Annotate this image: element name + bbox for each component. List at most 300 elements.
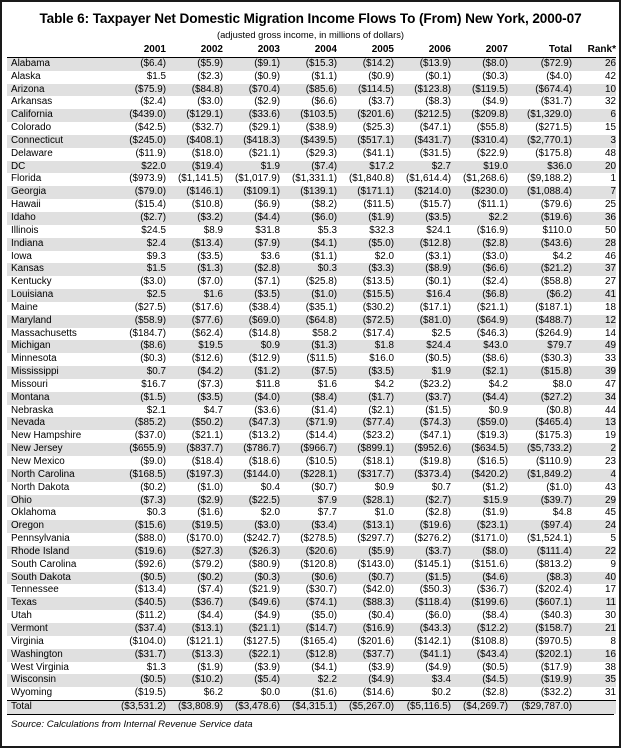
cell-year-value: ($171.0)	[471, 533, 508, 545]
cell-rank: 37	[572, 263, 616, 276]
cell-state-name: Mississippi	[7, 366, 109, 379]
cell-rank: 45	[605, 507, 616, 519]
cell-total: ($40.3)	[540, 610, 572, 622]
table-row	[7, 96, 616, 109]
cell-year-value: ($10.5)	[305, 456, 337, 467]
cell-year-value: ($0.2)	[140, 481, 166, 493]
column-header-2005: 2005	[337, 44, 394, 57]
cell-year-value: ($17.4)	[362, 327, 394, 339]
table-row	[7, 135, 616, 148]
cell-rank: 4	[572, 469, 616, 482]
table-row	[7, 417, 616, 430]
cell-year-value: ($62.4)	[191, 327, 223, 339]
table-row	[7, 71, 616, 84]
cell-state-name: Hawaii	[11, 199, 41, 211]
cell-total: ($202.4)	[535, 584, 572, 596]
cell-year-value: ($12.8)	[394, 238, 451, 251]
cell-year-value: ($37.7)	[337, 649, 394, 662]
cell-rank: 46	[605, 250, 616, 262]
cell-year-value: ($418.3)	[223, 135, 280, 148]
cell-total: $36.0	[508, 161, 572, 174]
cell-year-value: ($64.8)	[280, 315, 337, 328]
cell-year-value: ($42.0)	[362, 584, 394, 596]
cell-state-name: Wyoming	[11, 687, 53, 699]
cell-year-value: $0.2	[431, 687, 451, 699]
cell-total: ($187.1)	[535, 301, 572, 313]
cell-year-value: ($103.5)	[280, 109, 337, 122]
cell-total: ($30.3)	[540, 353, 572, 365]
cell-year-value: ($19.5)	[134, 687, 166, 699]
cell-year-value: ($16.5)	[476, 456, 508, 467]
cell-year-value: ($23.1)	[451, 520, 508, 533]
cell-rank: 17	[605, 584, 616, 596]
cell-year-value: ($12.8)	[280, 649, 337, 662]
cell-total-value: ($4,269.7)	[451, 701, 508, 714]
cell-state-name: Idaho	[7, 212, 109, 225]
cell-year-value: ($14.7)	[280, 623, 337, 636]
cell-year-value: ($2.4)	[482, 276, 508, 288]
cell-year-value: ($18.6)	[248, 456, 280, 467]
cell-year-value: ($3.6)	[254, 404, 280, 416]
cell-year-value: ($0.7)	[311, 481, 337, 493]
cell-total: ($97.4)	[508, 520, 572, 533]
cell-year-value: ($973.9)	[129, 173, 166, 185]
cell-year-value: $1.5	[109, 263, 166, 276]
cell-year-value: ($22.5)	[223, 495, 280, 508]
cell-total: ($27.2)	[508, 392, 572, 405]
cell-year-value: ($1.3)	[280, 340, 337, 353]
cell-year-value: ($26.3)	[223, 546, 280, 559]
cell-year-value: ($74.1)	[280, 597, 337, 610]
cell-year-value: ($13.1)	[337, 520, 394, 533]
cell-year-value: ($36.7)	[476, 584, 508, 596]
cell-year-value: ($7.4)	[280, 161, 337, 174]
cell-year-value: ($64.9)	[451, 315, 508, 328]
cell-year-value: ($3.5)	[337, 366, 394, 379]
cell-year-value: ($123.8)	[394, 84, 451, 97]
cell-year-value: ($5.0)	[337, 238, 394, 251]
cell-year-value: $17.2	[337, 161, 394, 174]
cell-year-value: ($2.7)	[109, 212, 166, 225]
table-row	[7, 148, 616, 161]
cell-year-value: ($14.2)	[337, 57, 394, 70]
cell-year-value: ($212.5)	[394, 109, 451, 122]
cell-year-value: ($2.1)	[368, 404, 394, 416]
cell-year-value: ($46.3)	[476, 327, 508, 339]
cell-state-name: Illinois	[11, 224, 39, 236]
cell-year-value: ($13.3)	[166, 649, 223, 662]
cell-year-value: $4.7	[203, 404, 223, 416]
cell-year-value: ($104.0)	[129, 635, 166, 647]
cell-total-value: ($29,787.0)	[508, 701, 572, 714]
cell-year-value: ($3.1)	[425, 250, 451, 262]
cell-year-value: ($11.5)	[363, 199, 394, 211]
column-header-2004: 2004	[280, 44, 337, 57]
cell-total: ($6.2)	[508, 289, 572, 302]
cell-year-value: ($88.0)	[134, 533, 166, 545]
cell-year-value: ($36.7)	[166, 597, 223, 610]
column-header-total: Total	[508, 44, 572, 57]
cell-year-value: ($10.8)	[191, 199, 223, 211]
cell-total: ($488.7)	[508, 315, 572, 328]
cell-year-value: ($7.4)	[197, 584, 223, 596]
cell-state-name: Georgia	[7, 186, 109, 199]
cell-total: ($79.6)	[540, 199, 572, 211]
cell-rank: 7	[572, 186, 616, 199]
cell-year-value: ($3.3)	[337, 263, 394, 276]
cell-state-name: DC	[7, 161, 109, 174]
cell-total: ($1,329.0)	[508, 109, 572, 122]
cell-year-value: $19.5	[166, 340, 223, 353]
cell-year-value: ($47.1)	[419, 122, 451, 134]
cell-year-value: ($4.9)	[254, 610, 280, 622]
table-row	[7, 315, 616, 328]
cell-year-value: ($13.5)	[362, 276, 394, 288]
cell-year-value: ($31.7)	[109, 649, 166, 662]
cell-year-value: ($431.7)	[394, 135, 451, 148]
cell-year-value: ($2.4)	[140, 96, 166, 108]
cell-state-name: Washington	[7, 649, 109, 662]
cell-year-value: ($1.5)	[425, 404, 451, 416]
cell-rank: 6	[572, 109, 616, 122]
cell-year-value: $19.0	[451, 161, 508, 174]
table-title: Table 6: Taxpayer Net Domestic Migration Income Flows To (From) New York, 2000-07	[39, 11, 582, 26]
cell-year-value: ($30.7)	[305, 584, 337, 596]
cell-rank: 25	[605, 199, 616, 211]
cell-year-value: ($4.1)	[311, 661, 337, 673]
cell-year-value: ($7.0)	[197, 276, 223, 288]
cell-rank: 21	[572, 623, 616, 636]
cell-rank: 48	[605, 147, 616, 159]
cell-year-value: $4.2	[374, 378, 394, 390]
cell-rank: 16	[572, 649, 616, 662]
cell-year-value: ($38.4)	[248, 301, 280, 313]
cell-year-value: ($1.0)	[197, 481, 223, 493]
cell-year-value: $1.9	[394, 366, 451, 379]
cell-year-value: ($22.1)	[223, 649, 280, 662]
cell-year-value: ($5.4)	[223, 674, 280, 687]
cell-rank: 39	[572, 366, 616, 379]
cell-year-value: ($6.8)	[451, 289, 508, 302]
cell-year-value: ($517.1)	[337, 135, 394, 148]
cell-year-value: ($31.5)	[419, 147, 451, 159]
cell-total: $8.0	[552, 378, 572, 390]
cell-year-value: ($143.0)	[357, 558, 394, 570]
cell-year-value: ($4.2)	[166, 366, 223, 379]
cell-year-value: ($439.5)	[280, 135, 337, 148]
cell-year-value: ($170.0)	[186, 533, 223, 545]
cell-year-value: ($0.5)	[482, 661, 508, 673]
table-row	[7, 636, 616, 649]
cell-rank: 50	[605, 224, 616, 236]
cell-year-value: ($214.0)	[394, 186, 451, 199]
cell-total: ($0.8)	[546, 404, 572, 416]
cell-rank: 9	[610, 558, 616, 570]
cell-year-value: ($4.1)	[280, 238, 337, 251]
cell-year-value: ($7.1)	[254, 276, 280, 288]
cell-year-value: ($655.9)	[109, 443, 166, 456]
table-row	[7, 289, 616, 302]
cell-year-value: ($3.0)	[140, 276, 166, 288]
cell-year-value: ($23.2)	[362, 430, 394, 442]
cell-state-name: Louisiana	[7, 289, 109, 302]
cell-rank: 5	[610, 533, 616, 545]
cell-year-value: ($50.3)	[419, 584, 451, 596]
cell-year-value: ($439.0)	[109, 109, 166, 122]
cell-year-value: ($0.9)	[368, 70, 394, 82]
cell-year-value: ($8.6)	[109, 340, 166, 353]
cell-year-value: ($0.1)	[425, 276, 451, 288]
cell-rank: 20	[572, 161, 616, 174]
cell-year-value: ($12.9)	[248, 353, 280, 365]
cell-year-value: $0.7	[431, 481, 451, 493]
source-note: Source: Calculations from Internal Revenue Service data	[11, 718, 253, 730]
cell-year-value: $2.4	[109, 238, 166, 251]
cell-year-value: ($952.6)	[394, 443, 451, 456]
cell-year-value: $4.2	[488, 378, 508, 390]
cell-year-value: ($151.6)	[471, 558, 508, 570]
table-row	[7, 649, 616, 662]
cell-rank: 30	[605, 610, 616, 622]
cell-year-value: ($11.2)	[135, 610, 166, 622]
cell-total: ($8.3)	[508, 572, 572, 585]
cell-year-value: ($13.2)	[248, 430, 280, 442]
cell-year-value: $9.3	[146, 250, 166, 262]
cell-year-value: ($3.5)	[166, 392, 223, 405]
table-row	[7, 57, 616, 70]
cell-year-value: $1.6	[317, 378, 337, 390]
cell-year-value: ($1,614.4)	[405, 173, 451, 185]
cell-rank: 32	[605, 96, 616, 108]
cell-year-value: ($121.1)	[186, 635, 223, 647]
cell-year-value: ($20.6)	[280, 546, 337, 559]
cell-year-value: ($37.4)	[109, 623, 166, 636]
table-row	[7, 610, 616, 623]
cell-year-value: ($72.5)	[337, 315, 394, 328]
cell-year-value: ($1.5)	[394, 572, 451, 585]
cell-year-value: ($15.4)	[134, 199, 166, 211]
table-row	[7, 392, 616, 405]
cell-state-name: Colorado	[11, 122, 52, 134]
cell-total: ($970.5)	[535, 635, 572, 647]
cell-total-value: ($3,808.9)	[166, 701, 223, 714]
cell-rank: 36	[572, 212, 616, 225]
cell-year-value: ($1.9)	[337, 212, 394, 225]
cell-rank: 14	[605, 327, 616, 339]
cell-year-value: ($9.1)	[223, 57, 280, 70]
cell-year-value: ($1.1)	[311, 70, 337, 82]
cell-year-value: ($71.9)	[280, 417, 337, 430]
cell-year-value: ($59.0)	[451, 417, 508, 430]
cell-year-value: $0.3	[280, 263, 337, 276]
cell-year-value: ($3.5)	[197, 250, 223, 262]
table-row	[7, 456, 616, 469]
cell-year-value: ($1.3)	[166, 263, 223, 276]
table-row	[7, 302, 616, 315]
cell-year-value: ($85.6)	[280, 84, 337, 97]
cell-total: ($1,524.1)	[526, 533, 572, 545]
cell-year-value: ($3.5)	[394, 212, 451, 225]
cell-rank: 1	[610, 173, 616, 185]
cell-state-name: West Virginia	[11, 661, 69, 673]
cell-year-value: ($42.5)	[134, 122, 166, 134]
cell-year-value: ($47.3)	[223, 417, 280, 430]
cell-year-value: ($6.9)	[254, 199, 280, 211]
cell-year-value: $24.4	[394, 340, 451, 353]
cell-year-value: ($2.9)	[254, 96, 280, 108]
cell-year-value: ($11.1)	[477, 199, 508, 211]
cell-year-value: ($88.3)	[337, 597, 394, 610]
cell-year-value: ($184.7)	[129, 327, 166, 339]
cell-total: ($4.0)	[546, 70, 572, 82]
cell-year-value: ($228.1)	[280, 469, 337, 482]
cell-state-name: Nevada	[7, 417, 109, 430]
cell-year-value: ($14.4)	[305, 430, 337, 442]
table-header	[7, 44, 616, 57]
cell-year-value: ($19.6)	[394, 520, 451, 533]
cell-state-name: North Dakota	[11, 481, 70, 493]
cell-total: ($111.4)	[508, 546, 572, 559]
table-row	[7, 405, 616, 418]
cell-year-value: ($10.2)	[166, 674, 223, 687]
table-row	[7, 597, 616, 610]
cell-rank: 41	[572, 289, 616, 302]
cell-rank: 42	[605, 70, 616, 82]
cell-year-value: ($129.1)	[166, 109, 223, 122]
cell-total: ($5,733.2)	[508, 443, 572, 456]
cell-state-name: Michigan	[7, 340, 109, 353]
cell-year-value: ($25.3)	[362, 122, 394, 134]
cell-year-value: ($297.7)	[357, 533, 394, 545]
cell-year-value: ($19.4)	[166, 161, 223, 174]
cell-year-value: ($4.9)	[425, 661, 451, 673]
column-header-2002: 2002	[166, 44, 223, 57]
cell-total-value: ($5,267.0)	[337, 701, 394, 714]
cell-year-value: ($3.0)	[223, 520, 280, 533]
cell-rank: 12	[572, 315, 616, 328]
cell-rank: 33	[605, 353, 616, 365]
cell-year-value: ($1,141.5)	[177, 173, 223, 185]
cell-year-value: ($17.1)	[419, 301, 451, 313]
cell-year-value: ($114.5)	[337, 84, 394, 97]
cell-year-value: ($837.7)	[166, 443, 223, 456]
table-row	[7, 328, 616, 341]
cell-year-value: ($7.3)	[197, 378, 223, 390]
cell-year-value: ($16.9)	[476, 224, 508, 236]
cell-year-value: ($21.9)	[248, 584, 280, 596]
cell-year-value: ($22.9)	[476, 147, 508, 159]
cell-year-value: ($29.1)	[248, 122, 280, 134]
cell-total: ($674.4)	[508, 84, 572, 97]
cell-total-value	[572, 701, 616, 714]
cell-year-value: ($7.3)	[109, 495, 166, 508]
cell-year-value: ($32.7)	[191, 122, 223, 134]
cell-state-name: Alabama	[7, 57, 109, 70]
cell-year-value: ($0.2)	[166, 572, 223, 585]
cell-year-value: ($15.3)	[280, 57, 337, 70]
cell-rank: 22	[572, 546, 616, 559]
cell-year-value: $1.3	[146, 661, 166, 673]
cell-year-value: ($80.9)	[248, 558, 280, 570]
cell-year-value: ($201.6)	[337, 109, 394, 122]
cell-rank: 10	[572, 84, 616, 97]
cell-year-value: ($40.5)	[109, 597, 166, 610]
cell-total: ($31.7)	[540, 96, 572, 108]
cell-year-value: $2.1	[146, 404, 166, 416]
cell-year-value: ($3.9)	[368, 661, 394, 673]
cell-year-value: ($276.2)	[414, 533, 451, 545]
table-row	[7, 662, 616, 675]
cell-year-value: ($2.1)	[451, 366, 508, 379]
cell-state-name: Maryland	[7, 315, 109, 328]
table-row	[7, 482, 616, 495]
cell-total: ($271.5)	[535, 122, 572, 134]
cell-year-value: ($75.9)	[109, 84, 166, 97]
cell-rank: 15	[605, 122, 616, 134]
cell-total: $110.0	[542, 224, 572, 236]
cell-rank: 28	[572, 238, 616, 251]
cell-year-value: ($92.6)	[134, 558, 166, 570]
table-row	[7, 238, 616, 251]
cell-year-value: ($7.5)	[280, 366, 337, 379]
table-row	[7, 687, 616, 700]
table-row	[7, 109, 616, 122]
cell-rank: 23	[605, 456, 616, 467]
cell-year-value: ($6.0)	[280, 212, 337, 225]
cell-year-value: $1.5	[146, 70, 166, 82]
cell-year-value: ($634.5)	[451, 443, 508, 456]
cell-year-value: ($1.0)	[280, 289, 337, 302]
cell-year-value: ($7.9)	[223, 238, 280, 251]
cell-year-value: ($11.9)	[135, 147, 166, 159]
cell-year-value: ($6.4)	[109, 57, 166, 70]
cell-year-value: $0.0	[260, 687, 280, 699]
cell-year-value: ($29.3)	[305, 147, 337, 159]
cell-year-value: ($18.1)	[362, 456, 394, 467]
table-row	[7, 225, 616, 238]
cell-rank: 38	[605, 661, 616, 673]
cell-year-value: ($165.4)	[300, 635, 337, 647]
cell-year-value: $3.6	[260, 250, 280, 262]
cell-total: ($264.9)	[535, 327, 572, 339]
cell-year-value: ($1.2)	[482, 481, 508, 493]
cell-year-value: ($17.6)	[191, 301, 223, 313]
cell-year-value: ($0.4)	[368, 610, 394, 622]
cell-rank: 27	[605, 276, 616, 288]
cell-rank: 8	[610, 635, 616, 647]
column-header-2006: 2006	[394, 44, 451, 57]
table-row	[7, 495, 616, 508]
cell-state-name: California	[7, 109, 109, 122]
cell-year-value: ($1,331.1)	[291, 173, 337, 185]
cell-year-value: $0.9	[488, 404, 508, 416]
cell-year-value: ($197.3)	[166, 469, 223, 482]
cell-year-value: $11.8	[256, 378, 280, 390]
cell-total-value: ($3,478.6)	[223, 701, 280, 714]
cell-year-value: $24.1	[426, 224, 451, 236]
cell-year-value: ($966.7)	[280, 443, 337, 456]
cell-year-value: ($14.6)	[362, 687, 394, 699]
cell-year-value: ($77.6)	[166, 315, 223, 328]
cell-year-value: ($119.5)	[451, 84, 508, 97]
cell-total-value: ($4,315.1)	[280, 701, 337, 714]
cell-year-value: $2.2	[451, 212, 508, 225]
cell-year-value: ($6.0)	[425, 610, 451, 622]
cell-total: ($58.8)	[540, 276, 572, 288]
cell-year-value: ($408.1)	[166, 135, 223, 148]
cell-year-value: ($8.0)	[451, 57, 508, 70]
table-row	[7, 263, 616, 276]
